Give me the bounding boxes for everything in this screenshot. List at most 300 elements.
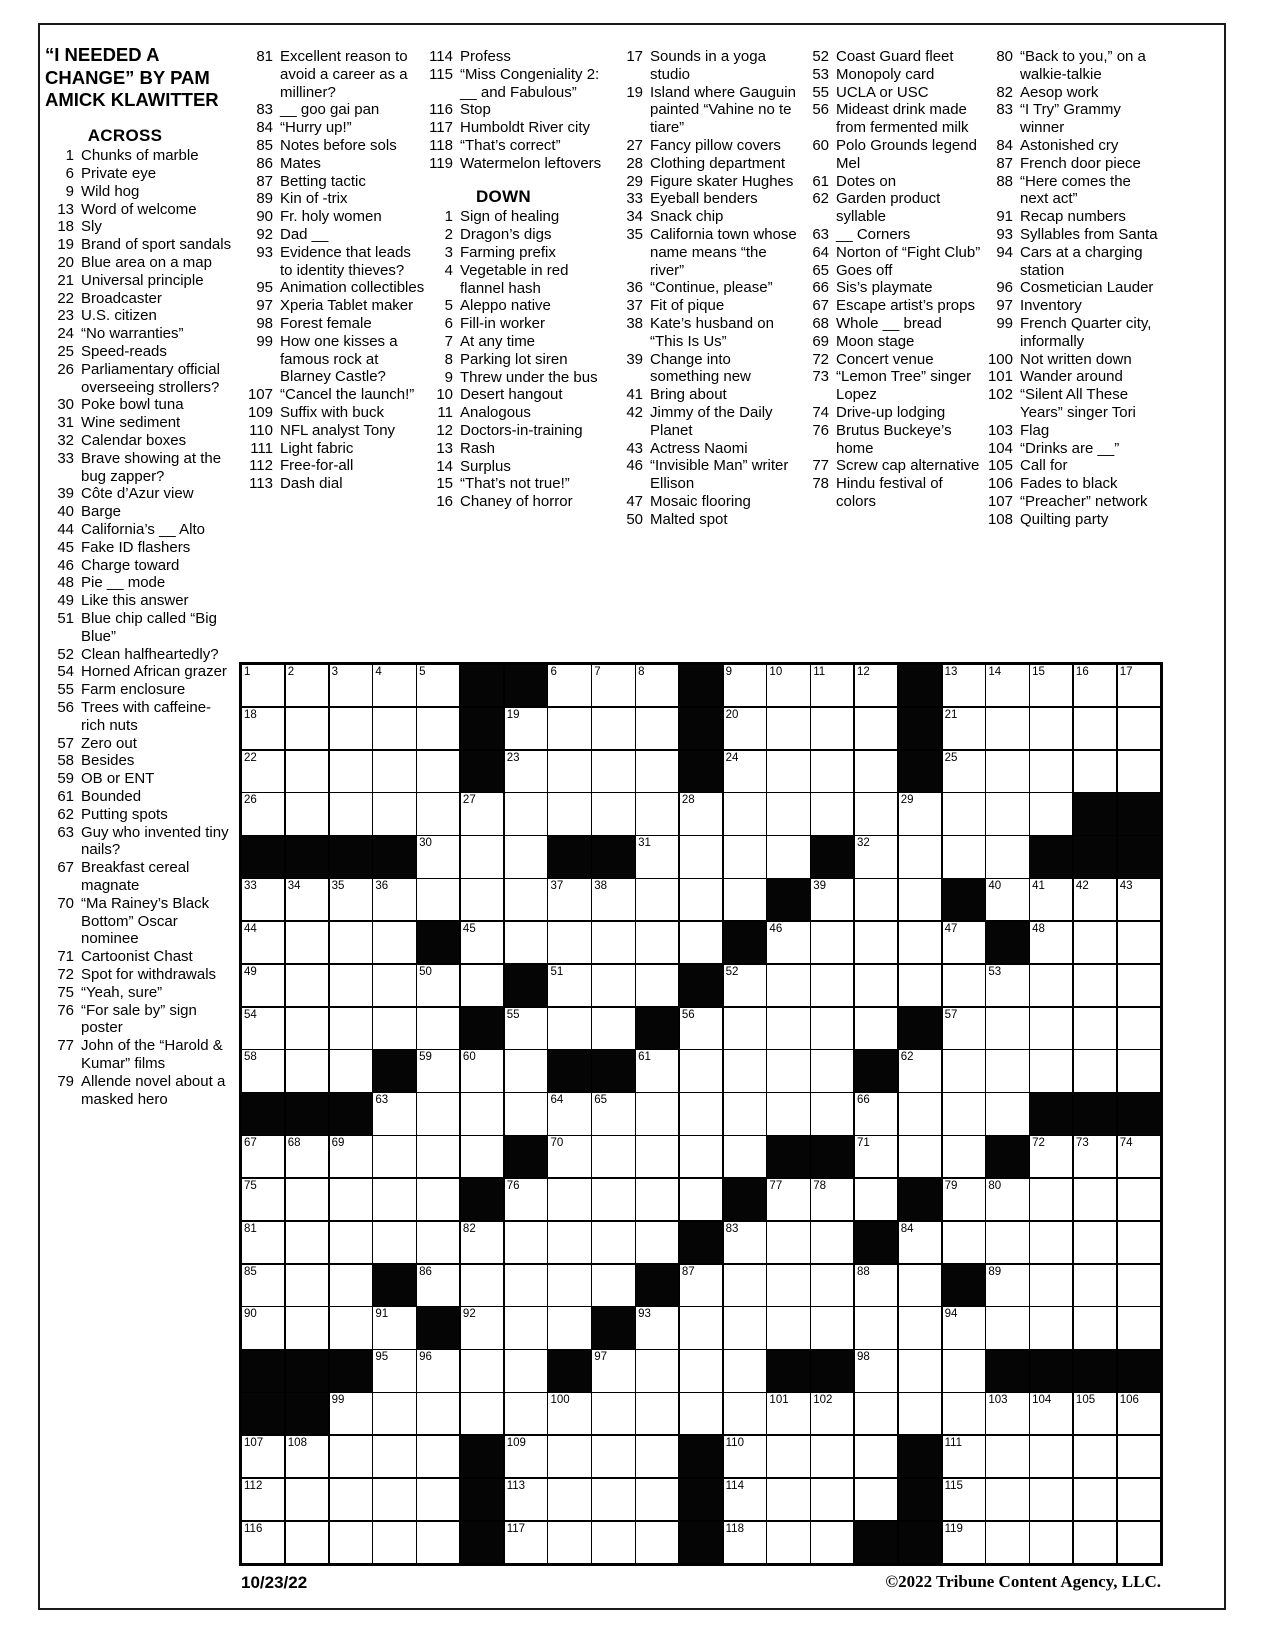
grid-cell[interactable] [855,1265,897,1306]
grid-cell[interactable] [724,879,766,920]
grid-cell[interactable] [1074,879,1116,920]
grid-cell[interactable] [855,1393,897,1434]
grid-cell[interactable] [417,1050,459,1091]
grid-cell[interactable] [592,665,634,706]
grid-cell[interactable] [461,922,503,963]
grid-cell[interactable] [417,793,459,834]
grid-cell[interactable] [505,1350,547,1391]
grid-cell[interactable] [592,793,634,834]
grid-cell[interactable] [242,665,284,706]
grid-cell[interactable] [548,1307,590,1348]
grid-cell[interactable] [1030,1393,1072,1434]
grid-cell[interactable] [373,1008,415,1049]
grid-cell[interactable] [986,836,1028,877]
grid-cell[interactable] [505,1393,547,1434]
grid-cell[interactable] [242,708,284,749]
grid-cell[interactable] [855,1179,897,1220]
grid-cell[interactable] [855,1350,897,1391]
grid-cell[interactable] [680,1179,722,1220]
grid-cell[interactable] [943,1436,985,1477]
grid-cell[interactable] [899,1050,941,1091]
grid-cell[interactable] [1074,1479,1116,1520]
grid-cell[interactable] [286,1479,328,1520]
grid-cell[interactable] [330,1136,372,1177]
grid-cell[interactable] [373,1522,415,1563]
grid-cell[interactable] [811,1522,853,1563]
grid-cell[interactable] [461,1393,503,1434]
grid-cell[interactable] [724,1008,766,1049]
grid-cell[interactable] [592,1265,634,1306]
grid-cell[interactable] [592,1393,634,1434]
grid-cell[interactable] [1118,1522,1160,1563]
grid-cell[interactable] [592,708,634,749]
grid-cell[interactable] [943,1136,985,1177]
grid-cell[interactable] [767,1522,809,1563]
grid-cell[interactable] [1030,1307,1072,1348]
grid-cell[interactable] [943,708,985,749]
grid-cell[interactable] [461,1136,503,1177]
grid-cell[interactable] [1118,965,1160,1006]
grid-cell[interactable] [986,879,1028,920]
grid-cell[interactable] [1074,1436,1116,1477]
grid-cell[interactable] [811,879,853,920]
grid-cell[interactable] [417,879,459,920]
grid-cell[interactable] [330,1222,372,1263]
grid-cell[interactable] [592,1136,634,1177]
grid-cell[interactable] [636,922,678,963]
grid-cell[interactable] [724,1222,766,1263]
grid-cell[interactable] [242,1479,284,1520]
grid-cell[interactable] [1118,1307,1160,1348]
grid-cell[interactable] [1030,1136,1072,1177]
grid-cell[interactable] [505,793,547,834]
grid-cell[interactable] [373,708,415,749]
grid-cell[interactable] [724,1350,766,1391]
grid-cell[interactable] [286,965,328,1006]
grid-cell[interactable] [767,1050,809,1091]
grid-cell[interactable] [330,1307,372,1348]
grid-cell[interactable] [330,879,372,920]
grid-cell[interactable] [1118,879,1160,920]
grid-cell[interactable] [1030,1436,1072,1477]
grid-cell[interactable] [1074,1050,1116,1091]
grid-cell[interactable] [636,1222,678,1263]
grid-cell[interactable] [1118,1050,1160,1091]
grid-cell[interactable] [855,965,897,1006]
grid-cell[interactable] [1118,1008,1160,1049]
grid-cell[interactable] [680,922,722,963]
grid-cell[interactable] [373,1093,415,1134]
grid-cell[interactable] [461,1050,503,1091]
grid-cell[interactable] [373,1136,415,1177]
grid-cell[interactable] [636,665,678,706]
grid-cell[interactable] [330,1436,372,1477]
grid-cell[interactable] [592,751,634,792]
grid-cell[interactable] [767,965,809,1006]
grid-cell[interactable] [636,793,678,834]
grid-cell[interactable] [1074,665,1116,706]
grid-cell[interactable] [811,1222,853,1263]
grid-cell[interactable] [242,1307,284,1348]
grid-cell[interactable] [811,1050,853,1091]
grid-cell[interactable] [592,922,634,963]
grid-cell[interactable] [461,1307,503,1348]
grid-cell[interactable] [986,1393,1028,1434]
grid-cell[interactable] [330,1008,372,1049]
grid-cell[interactable] [417,1436,459,1477]
grid-cell[interactable] [286,1050,328,1091]
grid-cell[interactable] [330,665,372,706]
grid-cell[interactable] [548,1179,590,1220]
grid-cell[interactable] [855,1436,897,1477]
grid-cell[interactable] [592,879,634,920]
grid-cell[interactable] [943,1222,985,1263]
grid-cell[interactable] [899,793,941,834]
grid-cell[interactable] [724,1436,766,1477]
grid-cell[interactable] [417,1008,459,1049]
grid-cell[interactable] [855,708,897,749]
grid-cell[interactable] [680,1350,722,1391]
grid-cell[interactable] [1118,1136,1160,1177]
grid-cell[interactable] [724,1522,766,1563]
grid-cell[interactable] [286,1179,328,1220]
grid-cell[interactable] [242,1265,284,1306]
grid-cell[interactable] [811,1179,853,1220]
grid-cell[interactable] [767,793,809,834]
grid-cell[interactable] [724,1050,766,1091]
grid-cell[interactable] [548,1136,590,1177]
grid-cell[interactable] [811,1265,853,1306]
grid-cell[interactable] [855,1479,897,1520]
grid-cell[interactable] [505,1050,547,1091]
grid-cell[interactable] [986,793,1028,834]
grid-cell[interactable] [636,1050,678,1091]
grid-cell[interactable] [286,1436,328,1477]
grid-cell[interactable] [855,665,897,706]
grid-cell[interactable] [636,1479,678,1520]
grid-cell[interactable] [680,1307,722,1348]
grid-cell[interactable] [548,665,590,706]
grid-cell[interactable] [505,1479,547,1520]
grid-cell[interactable] [811,1093,853,1134]
grid-cell[interactable] [986,1050,1028,1091]
grid-cell[interactable] [986,1436,1028,1477]
grid-cell[interactable] [680,1393,722,1434]
grid-cell[interactable] [1118,922,1160,963]
grid-cell[interactable] [373,751,415,792]
grid-cell[interactable] [548,1522,590,1563]
grid-cell[interactable] [986,1522,1028,1563]
grid-cell[interactable] [461,965,503,1006]
grid-cell[interactable] [811,1479,853,1520]
grid-cell[interactable] [242,1136,284,1177]
grid-cell[interactable] [1030,965,1072,1006]
grid-cell[interactable] [986,1479,1028,1520]
grid-cell[interactable] [636,1179,678,1220]
grid-cell[interactable] [1074,1522,1116,1563]
grid-cell[interactable] [592,1008,634,1049]
grid-cell[interactable] [242,922,284,963]
grid-cell[interactable] [417,1222,459,1263]
grid-cell[interactable] [943,793,985,834]
grid-cell[interactable] [417,1350,459,1391]
grid-cell[interactable] [855,922,897,963]
grid-cell[interactable] [505,1436,547,1477]
grid-cell[interactable] [505,836,547,877]
grid-cell[interactable] [636,1350,678,1391]
grid-cell[interactable] [943,1179,985,1220]
grid-cell[interactable] [548,1008,590,1049]
grid-cell[interactable] [242,1008,284,1049]
grid-cell[interactable] [986,965,1028,1006]
grid-cell[interactable] [811,665,853,706]
grid-cell[interactable] [767,1008,809,1049]
grid-cell[interactable] [986,1222,1028,1263]
grid-cell[interactable] [1030,1222,1072,1263]
grid-cell[interactable] [373,1393,415,1434]
grid-cell[interactable] [943,922,985,963]
grid-cell[interactable] [636,751,678,792]
grid-cell[interactable] [680,1050,722,1091]
grid-cell[interactable] [373,879,415,920]
grid-cell[interactable] [1030,708,1072,749]
grid-cell[interactable] [1074,1136,1116,1177]
grid-cell[interactable] [548,1479,590,1520]
grid-cell[interactable] [417,1265,459,1306]
grid-cell[interactable] [373,922,415,963]
grid-cell[interactable] [899,879,941,920]
grid-cell[interactable] [330,708,372,749]
grid-cell[interactable] [1118,1479,1160,1520]
grid-cell[interactable] [899,1136,941,1177]
grid-cell[interactable] [811,1393,853,1434]
grid-cell[interactable] [899,922,941,963]
grid-cell[interactable] [986,665,1028,706]
grid-cell[interactable] [417,1522,459,1563]
grid-cell[interactable] [811,1307,853,1348]
grid-cell[interactable] [242,1222,284,1263]
grid-cell[interactable] [373,1179,415,1220]
grid-cell[interactable] [417,1479,459,1520]
grid-cell[interactable] [943,665,985,706]
grid-cell[interactable] [986,751,1028,792]
grid-cell[interactable] [1030,1050,1072,1091]
grid-cell[interactable] [1074,965,1116,1006]
grid-cell[interactable] [680,879,722,920]
grid-cell[interactable] [855,1008,897,1049]
grid-cell[interactable] [636,1436,678,1477]
grid-cell[interactable] [943,1008,985,1049]
grid-cell[interactable] [373,1436,415,1477]
grid-cell[interactable] [1118,751,1160,792]
grid-cell[interactable] [636,965,678,1006]
grid-cell[interactable] [548,922,590,963]
grid-cell[interactable] [1030,1265,1072,1306]
grid-cell[interactable] [461,793,503,834]
grid-cell[interactable] [548,965,590,1006]
grid-cell[interactable] [680,836,722,877]
grid-cell[interactable] [943,1307,985,1348]
grid-cell[interactable] [373,1307,415,1348]
grid-cell[interactable] [724,751,766,792]
grid-cell[interactable] [943,1050,985,1091]
grid-cell[interactable] [636,1093,678,1134]
grid-cell[interactable] [330,1265,372,1306]
grid-cell[interactable] [767,1436,809,1477]
grid-cell[interactable] [636,1393,678,1434]
grid-cell[interactable] [330,1393,372,1434]
grid-cell[interactable] [373,1222,415,1263]
grid-cell[interactable] [1118,708,1160,749]
grid-cell[interactable] [548,708,590,749]
grid-cell[interactable] [767,1479,809,1520]
grid-cell[interactable] [636,836,678,877]
grid-cell[interactable] [811,793,853,834]
grid-cell[interactable] [505,1265,547,1306]
grid-cell[interactable] [1118,1179,1160,1220]
grid-cell[interactable] [505,708,547,749]
grid-cell[interactable] [286,1522,328,1563]
grid-cell[interactable] [548,793,590,834]
grid-cell[interactable] [242,879,284,920]
grid-cell[interactable] [286,922,328,963]
grid-cell[interactable] [417,751,459,792]
grid-cell[interactable] [1074,1307,1116,1348]
grid-cell[interactable] [592,1522,634,1563]
grid-cell[interactable] [505,1522,547,1563]
grid-cell[interactable] [943,1522,985,1563]
grid-cell[interactable] [943,965,985,1006]
grid-cell[interactable] [1074,922,1116,963]
grid-cell[interactable] [330,922,372,963]
grid-cell[interactable] [855,1136,897,1177]
grid-cell[interactable] [855,836,897,877]
grid-cell[interactable] [767,836,809,877]
grid-cell[interactable] [943,836,985,877]
grid-cell[interactable] [724,1265,766,1306]
grid-cell[interactable] [899,1393,941,1434]
grid-cell[interactable] [767,708,809,749]
grid-cell[interactable] [548,751,590,792]
grid-cell[interactable] [636,1136,678,1177]
grid-cell[interactable] [724,1136,766,1177]
grid-cell[interactable] [461,1093,503,1134]
grid-cell[interactable] [986,1008,1028,1049]
grid-cell[interactable] [548,1265,590,1306]
grid-cell[interactable] [1074,1179,1116,1220]
grid-cell[interactable] [330,793,372,834]
grid-cell[interactable] [811,751,853,792]
grid-cell[interactable] [767,751,809,792]
grid-cell[interactable] [724,793,766,834]
grid-cell[interactable] [417,665,459,706]
grid-cell[interactable] [286,665,328,706]
grid-cell[interactable] [1074,751,1116,792]
grid-cell[interactable] [724,1307,766,1348]
grid-cell[interactable] [417,708,459,749]
grid-cell[interactable] [286,708,328,749]
grid-cell[interactable] [330,1179,372,1220]
grid-cell[interactable] [855,793,897,834]
grid-cell[interactable] [1030,879,1072,920]
grid-cell[interactable] [242,793,284,834]
grid-cell[interactable] [505,879,547,920]
grid-cell[interactable] [330,1479,372,1520]
grid-cell[interactable] [505,751,547,792]
grid-cell[interactable] [986,1265,1028,1306]
grid-cell[interactable] [417,965,459,1006]
grid-cell[interactable] [461,836,503,877]
grid-cell[interactable] [1030,665,1072,706]
grid-cell[interactable] [330,1522,372,1563]
grid-cell[interactable] [330,751,372,792]
grid-cell[interactable] [767,1093,809,1134]
grid-cell[interactable] [548,1436,590,1477]
grid-cell[interactable] [943,1393,985,1434]
grid-cell[interactable] [242,1050,284,1091]
grid-cell[interactable] [636,879,678,920]
grid-cell[interactable] [855,751,897,792]
grid-cell[interactable] [680,1136,722,1177]
grid-cell[interactable] [373,965,415,1006]
grid-cell[interactable] [1074,1008,1116,1049]
grid-cell[interactable] [986,1179,1028,1220]
grid-cell[interactable] [943,751,985,792]
grid-cell[interactable] [242,965,284,1006]
grid-cell[interactable] [724,965,766,1006]
grid-cell[interactable] [242,1436,284,1477]
grid-cell[interactable] [330,1050,372,1091]
grid-cell[interactable] [943,1093,985,1134]
grid-cell[interactable] [1030,1522,1072,1563]
grid-cell[interactable] [242,751,284,792]
grid-cell[interactable] [1118,665,1160,706]
grid-cell[interactable] [855,879,897,920]
grid-cell[interactable] [592,1436,634,1477]
grid-cell[interactable] [943,1479,985,1520]
grid-cell[interactable] [899,1350,941,1391]
grid-cell[interactable] [899,1093,941,1134]
grid-cell[interactable] [505,1307,547,1348]
grid-cell[interactable] [767,1393,809,1434]
grid-cell[interactable] [767,1265,809,1306]
grid-cell[interactable] [592,965,634,1006]
grid-cell[interactable] [592,1093,634,1134]
grid-cell[interactable] [417,1136,459,1177]
grid-cell[interactable] [373,1350,415,1391]
grid-cell[interactable] [680,1093,722,1134]
grid-cell[interactable] [767,1179,809,1220]
grid-cell[interactable] [548,1093,590,1134]
grid-cell[interactable] [1030,1008,1072,1049]
grid-cell[interactable] [417,836,459,877]
grid-cell[interactable] [899,1307,941,1348]
grid-cell[interactable] [855,1093,897,1134]
grid-cell[interactable] [505,1008,547,1049]
grid-cell[interactable] [986,708,1028,749]
grid-cell[interactable] [899,1222,941,1263]
grid-cell[interactable] [1074,1265,1116,1306]
grid-cell[interactable] [505,922,547,963]
grid-cell[interactable] [461,1222,503,1263]
grid-cell[interactable] [417,1179,459,1220]
grid-cell[interactable] [461,1350,503,1391]
grid-cell[interactable] [461,879,503,920]
grid-cell[interactable] [286,751,328,792]
grid-cell[interactable] [811,1436,853,1477]
grid-cell[interactable] [592,1179,634,1220]
grid-cell[interactable] [1118,1436,1160,1477]
